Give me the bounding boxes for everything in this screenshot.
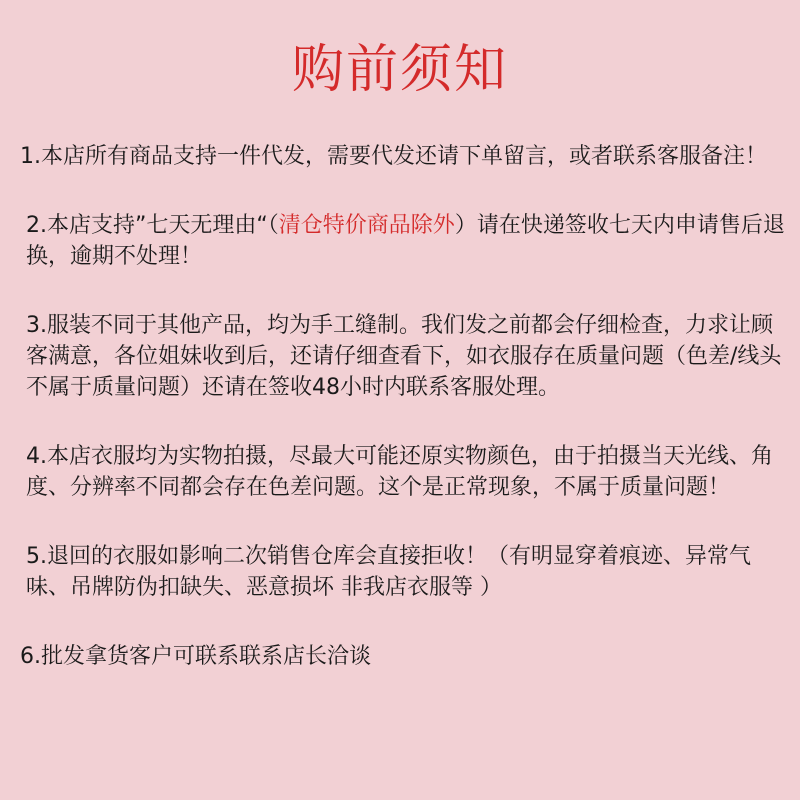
notice-item-1 (20, 141, 785, 172)
notice-item-5 (20, 541, 785, 603)
notice-6-text: 6.批发拿货客户可联系联系店长洽谈 (20, 644, 371, 669)
notice-5-text: 5.退回的衣服如影响二次销售仓库会直接拒收！（有明显穿着痕迹、异常气味、吊牌防伪扣缺失、恶意损坏 非我店衣服等 ） (26, 544, 751, 600)
notice-2-text-after: ）请在快递签收七天内申请售后退换，逾期不处理！ (26, 213, 785, 269)
notice-3-text: 3.服装不同于其他产品，均为手工缝制。我们发之前都会仔细检查，力求让顾客满意，各位姐妹收到后，还请仔细查看下，如衣服存在质量问题（色差/线头不属于质量问题）还请在签收48小时内联系客服处理。 (26, 313, 782, 400)
notice-item-3 (20, 310, 785, 403)
notice-list (20, 141, 785, 710)
notice-item-4 (20, 441, 785, 503)
notice-2-text-before: 2.本店支持”七天无理由“（ (26, 213, 279, 238)
notice-item-6 (20, 641, 785, 672)
notice-1-text: 1.本店所有商品支持一件代发，需要代发还请下单留言，或者联系客服备注！ (20, 144, 767, 169)
notice-2-highlight: 清仓特价商品除外 (278, 213, 455, 238)
notice-4-text: 4.本店衣服均为实物拍摄，尽最大可能还原实物颜色，由于拍摄当天光线、角度、分辨率不同都会存在色差问题。这个是正常现象，不属于质量问题！ (26, 444, 773, 500)
page-title: 购前须知 (291, 40, 508, 100)
notice-item-2 (20, 210, 785, 272)
